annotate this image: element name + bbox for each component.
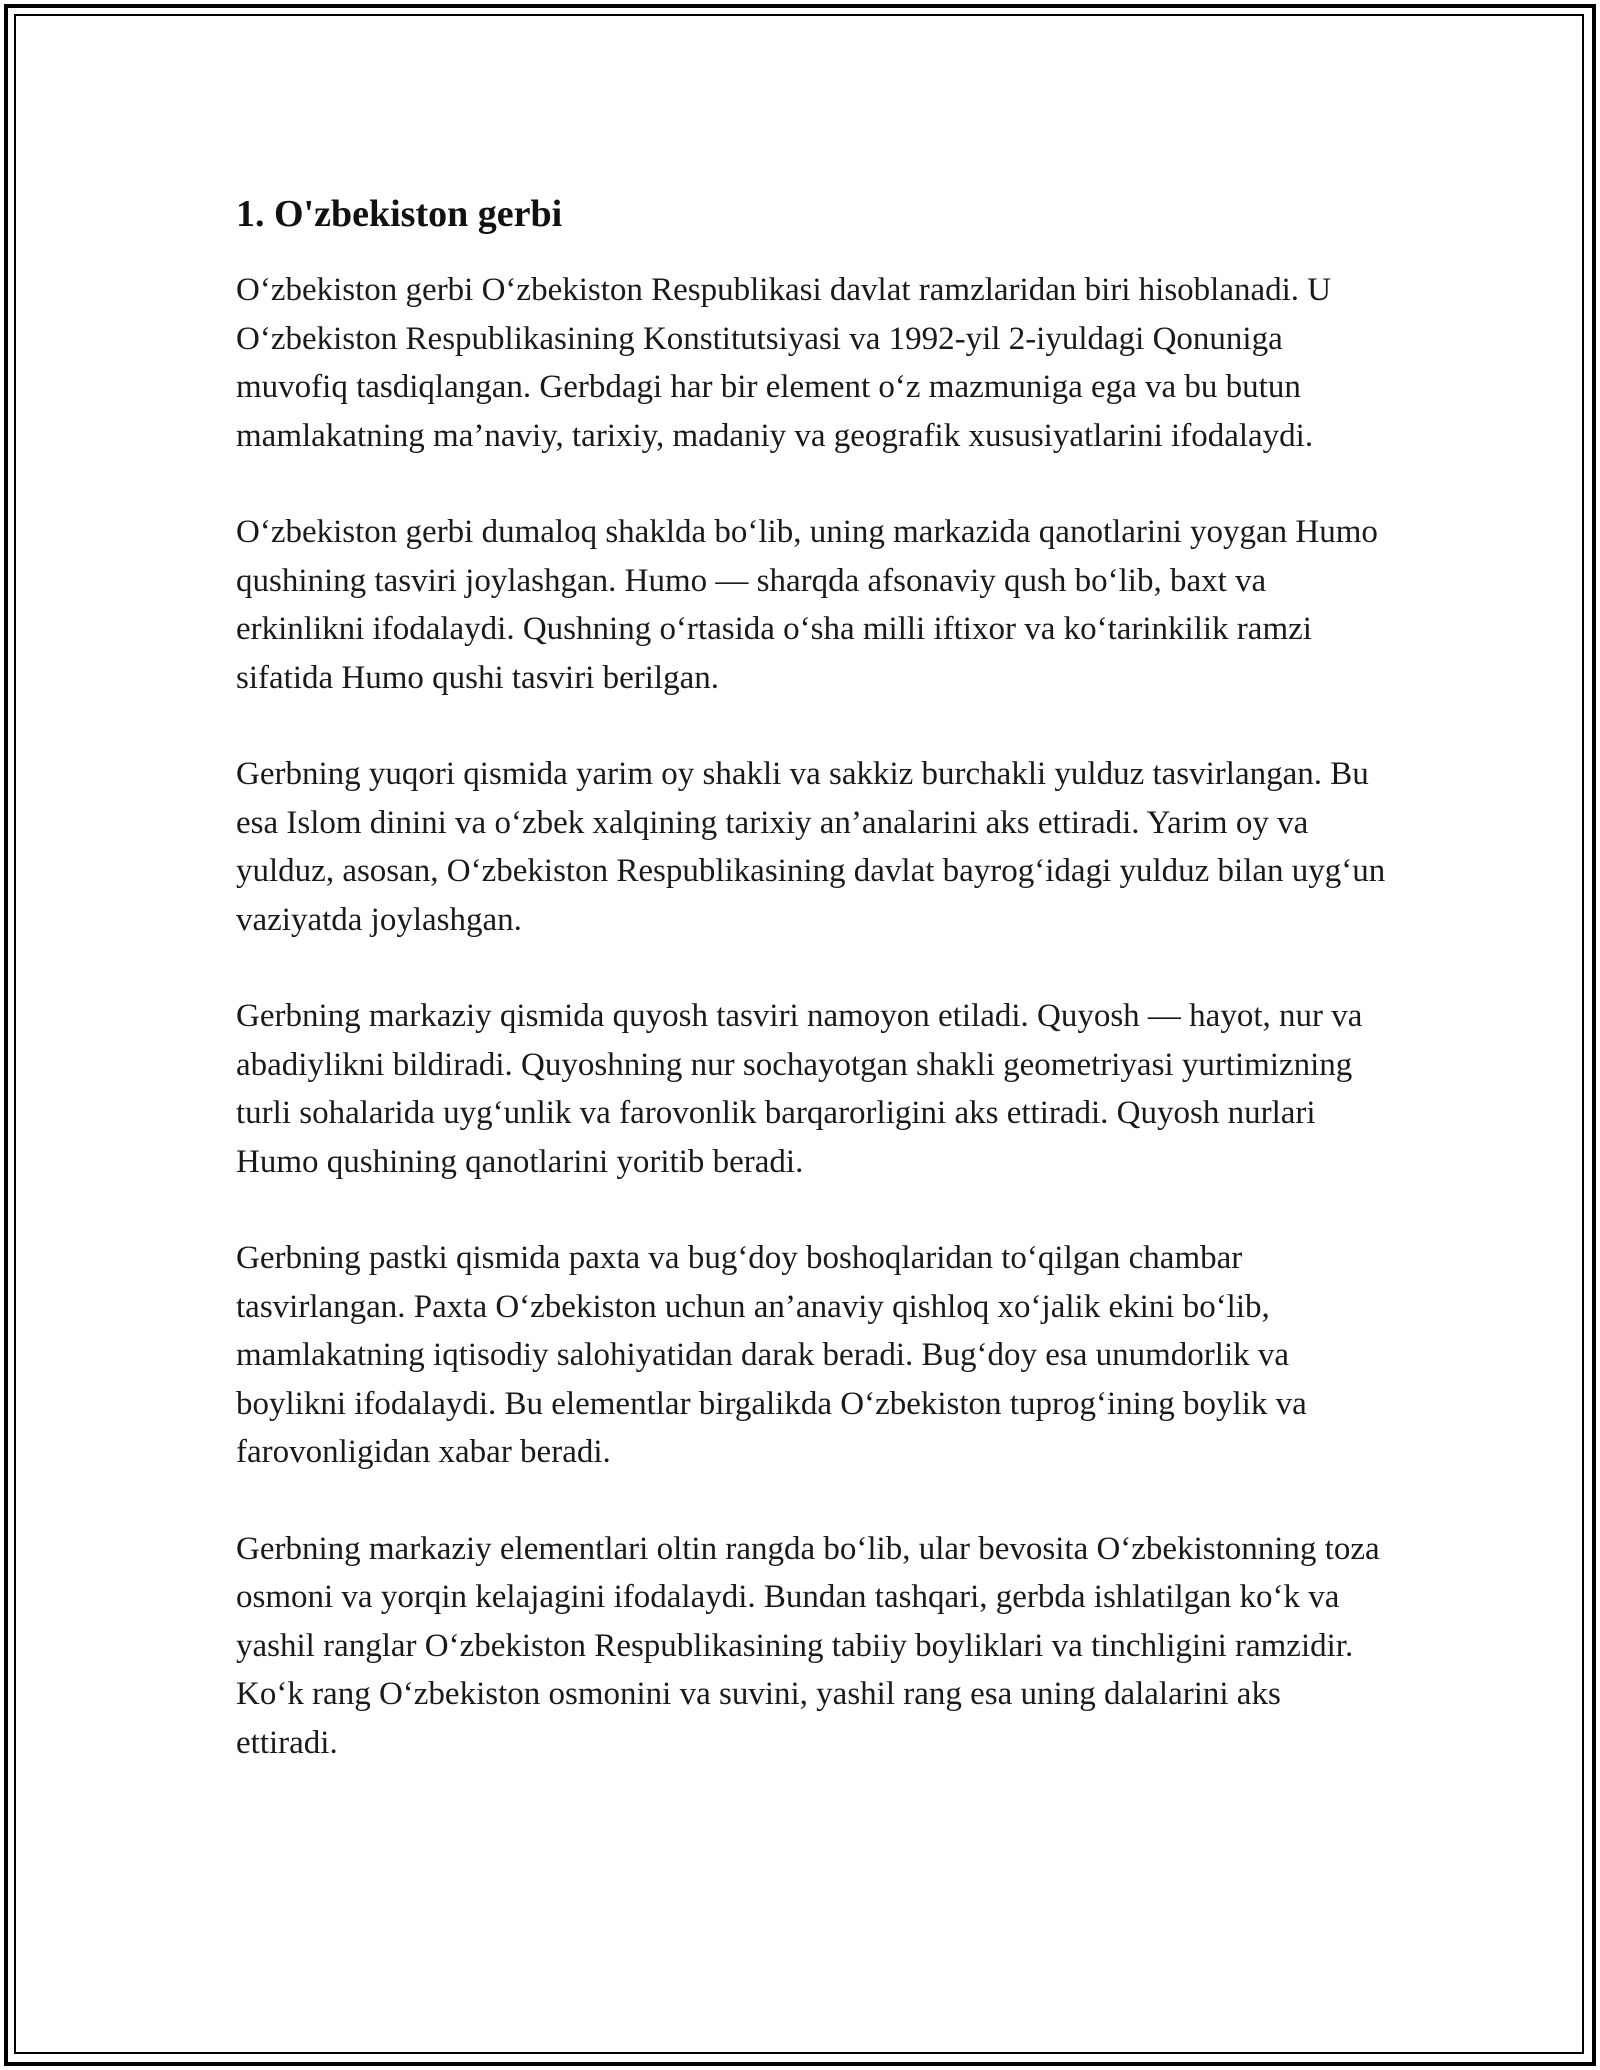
paragraph-6: Gerbning markaziy elementlari oltin rangda bo‘lib, ular bevosita O‘zbekistonning toza osmoni va yorqin kelajagini ifodalaydi. Bundan tashqari, gerbda ishlatilgan ko‘k va yashil ranglar O‘zbekiston Respublikasining tabiiy boyliklari va tinchligini ramzidir. Ko‘k rang O‘zbekiston osmonini va suvini, yashil rang esa uning dalalarini aks ettiradi. — [236, 1530, 1380, 1761]
paragraph-4: Gerbning markaziy qismida quyosh tasviri namoyon etiladi. Quyosh — hayot, nur va abadiylikni bildiradi. Quyoshning nur sochayotgan shakli geometriyasi yurtimizning turli sohalarida uyg‘unlik va farovonlik barqarorligini aks ettiradi. Quyosh nurlari Humo qushining qanotlarini yoritib beradi. — [236, 998, 1363, 1180]
paragraph-3: Gerbning yuqori qismida yarim oy shakli va sakkiz burchakli yulduz tasvirlangan. Bu esa Islom dinini va o‘zbek xalqining tarixiy an’analarini aks ettiradi. Yarim oy va yulduz, asosan, O‘zbekiston Respublikasining davlat bayrog‘idagi yulduz bilan uyg‘un vaziyatda joylashgan. — [236, 756, 1386, 938]
paragraph-5: Gerbning pastki qismida paxta va bug‘doy boshoqlaridan to‘qilgan chambar tasvirlangan. Paxta O‘zbekiston uchun an’anaviy qishloq xo‘jalik ekini bo‘lib, mamlakatning iqtisodiy salohiyatidan darak beradi. Bug‘doy esa unumdorlik va boylikni ifodalaydi. Bu elementlar birgalikda O‘zbekiston tuprog‘ining boylik va farovonligidan xabar beradi. — [236, 1240, 1307, 1470]
page-content — [236, 186, 1386, 1815]
paragraph-1: O‘zbekiston gerbi O‘zbekiston Respublikasi davlat ramzlaridan biri hisoblanadi. U O‘zbekiston Respublikasining Konstitutsiyasi va 1992-yil 2-iyuldagi Qonuniga muvofiq tasdiqlangan. Gerbdagi har bir element o‘z mazmuniga ega va bu butun mamlakatning ma’naviy, tarixiy, madaniy va geografik xususiyatlarini ifodalaydi. — [236, 272, 1332, 454]
paragraph-2: O‘zbekiston gerbi dumaloq shaklda bo‘lib, uning markazida qanotlarini yoygan Humo qushining tasviri joylashgan. Humo — sharqda afsonaviy qush bo‘lib, baxt va erkinlikni ifodalaydi. Qushning o‘rtasida o‘sha milli iftixor va ko‘tarinkilik ramzi sifatida Humo qushi tasviri berilgan. — [236, 514, 1378, 696]
section-title: 1. O'zbekiston gerbi — [236, 193, 563, 235]
